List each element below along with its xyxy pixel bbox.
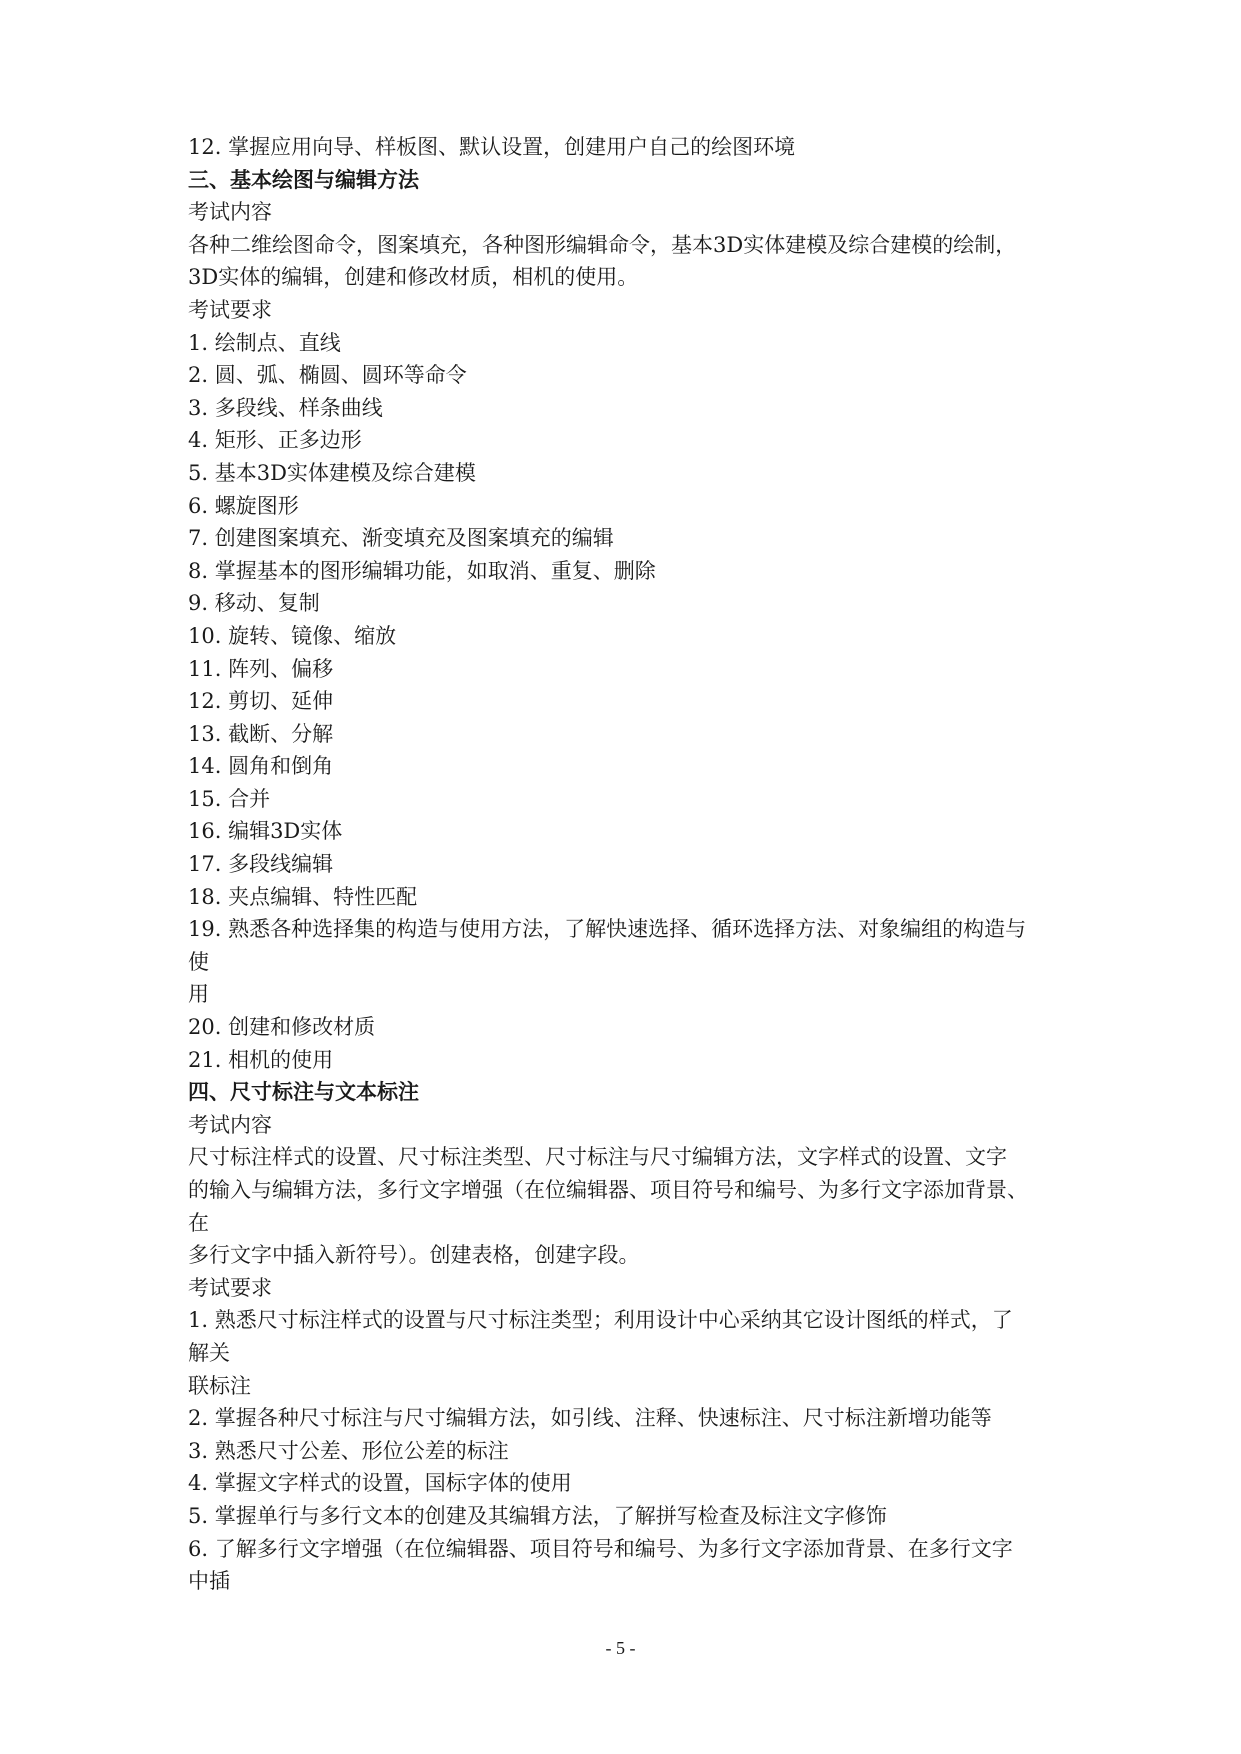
text-line: 9. 移动、复制: [188, 591, 320, 616]
text-line: 1. 熟悉尺寸标注样式的设置与尺寸标注类型；利用设计中心采纳其它设计图纸的样式，了: [188, 1308, 1013, 1333]
text-line: 中插: [188, 1569, 230, 1594]
text-line: 各种二维绘图命令，图案填充，各种图形编辑命令，基本3D实体建模及综合建模的绘制，: [188, 232, 1017, 257]
text-line: 3. 多段线、样条曲线: [188, 395, 383, 420]
text-line: 考试内容: [188, 200, 272, 225]
text-line: 18. 夹点编辑、特性匹配: [188, 884, 418, 909]
text-line: 8. 掌握基本的图形编辑功能，如取消、重复、删除: [188, 558, 656, 583]
text-line: 5. 掌握单行与多行文本的创建及其编辑方法，了解拼写检查及标注文字修饰: [188, 1503, 887, 1528]
text-line: 12. 掌握应用向导、样板图、默认设置，创建用户自己的绘图环境: [188, 135, 796, 159]
text-line: 4. 矩形、正多边形: [188, 428, 362, 453]
text-line: 1. 绘制点、直线: [188, 330, 341, 355]
page-number: - 5 -: [605, 1638, 636, 1658]
document-body: [188, 131, 1068, 1598]
text-line: 联标注: [188, 1373, 251, 1398]
text-line: 用: [188, 982, 209, 1007]
section-heading: 四、尺寸标注与文本标注: [188, 1079, 419, 1105]
text-line: 10. 旋转、镜像、缩放: [188, 623, 397, 648]
text-line: 5. 基本3D实体建模及综合建模: [188, 460, 476, 485]
text-line: 2. 掌握各种尺寸标注与尺寸编辑方法，如引线、注释、快速标注、尺寸标注新增功能等: [188, 1406, 992, 1431]
text-line: 的输入与编辑方法，多行文字增强（在位编辑器、项目符号和编号、为多行文字添加背景、: [188, 1178, 1028, 1202]
text-line: 12. 剪切、延伸: [188, 689, 334, 714]
text-line: 11. 阵列、偏移: [188, 656, 334, 681]
text-line: 3. 熟悉尺寸公差、形位公差的标注: [188, 1438, 509, 1463]
text-line: 考试要求: [188, 1275, 272, 1300]
text-line: 6. 了解多行文字增强（在位编辑器、项目符号和编号、为多行文字添加背景、在多行文字: [188, 1536, 1013, 1561]
text-line: 考试要求: [188, 297, 272, 322]
text-line: 在: [188, 1210, 209, 1235]
text-line: 3D实体的编辑，创建和修改材质，相机的使用。: [188, 265, 639, 290]
text-line: 21. 相机的使用: [188, 1047, 334, 1072]
text-line: 4. 掌握文字样式的设置，国标字体的使用: [188, 1471, 572, 1496]
text-line: 14. 圆角和倒角: [188, 754, 334, 779]
text-line: 解关: [188, 1340, 230, 1365]
text-line: 15. 合并: [188, 786, 271, 811]
text-line: 6. 螺旋图形: [188, 493, 299, 518]
text-line: 7. 创建图案填充、渐变填充及图案填充的编辑: [188, 526, 614, 551]
section-heading: 三、基本绘图与编辑方法: [188, 166, 419, 192]
text-line: 13. 截断、分解: [188, 721, 334, 746]
text-line: 19. 熟悉各种选择集的构造与使用方法，了解快速选择、循环选择方法、对象编组的构造与: [188, 917, 1027, 942]
text-line: 多行文字中插入新符号）。创建表格，创建字段。: [188, 1243, 640, 1268]
text-line: 尺寸标注样式的设置、尺寸标注类型、尺寸标注与尺寸编辑方法，文字样式的设置、文字: [188, 1145, 1007, 1170]
text-line: 使: [188, 949, 209, 974]
text-line: 考试内容: [188, 1112, 272, 1137]
text-line: 17. 多段线编辑: [188, 852, 334, 877]
text-line: 16. 编辑3D实体: [188, 819, 343, 844]
text-line: 20. 创建和修改材质: [188, 1015, 376, 1040]
text-line: 2. 圆、弧、椭圆、圆环等命令: [188, 363, 467, 388]
